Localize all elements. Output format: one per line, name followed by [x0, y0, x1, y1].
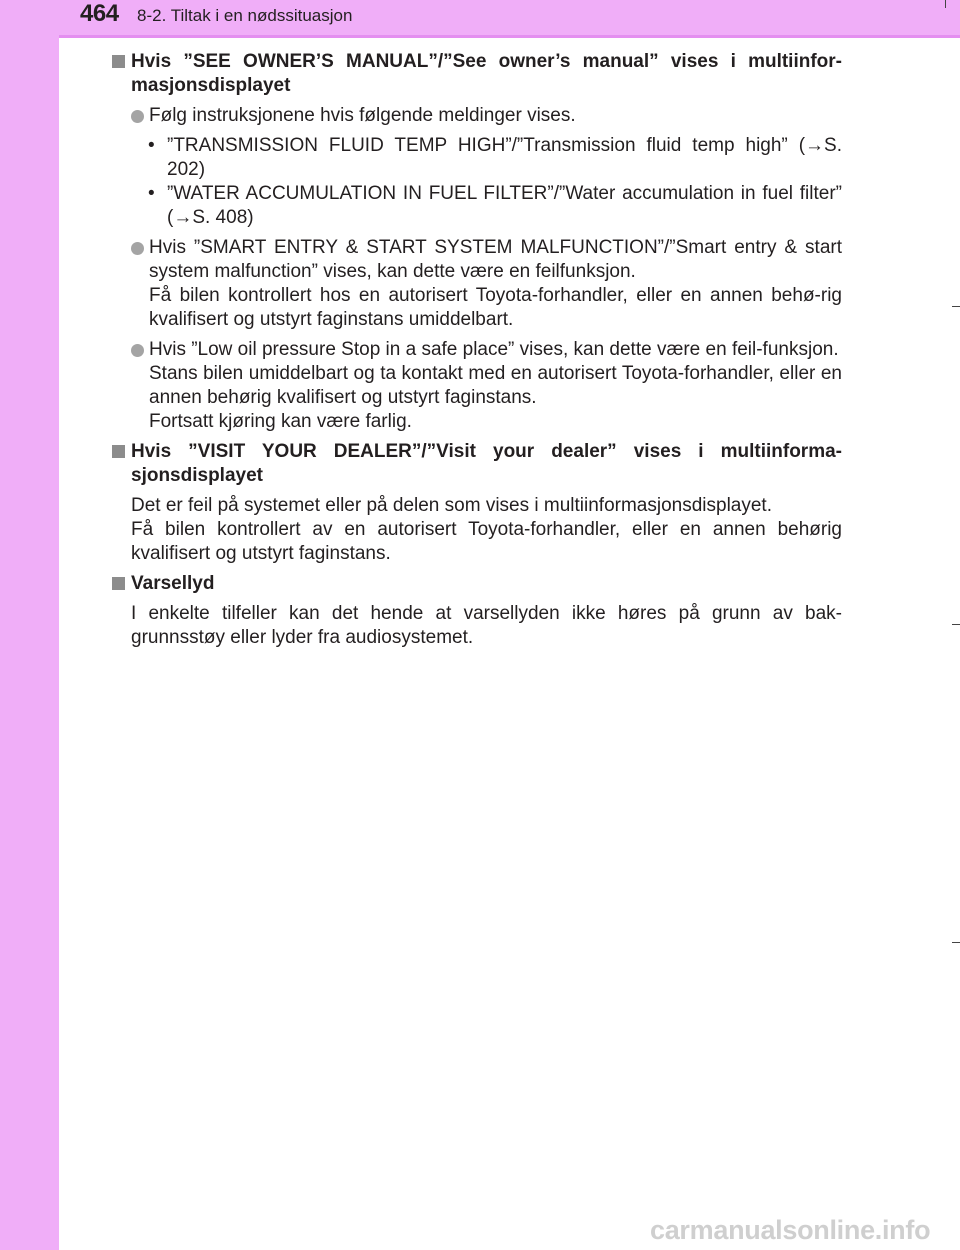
side-color-strip: [0, 0, 59, 1250]
bullet-dot-icon: •: [148, 135, 155, 156]
crop-mark-top: [945, 0, 946, 8]
circle-bullet-icon: [131, 344, 144, 357]
circle-bullet-icon: [131, 110, 144, 123]
square-bullet-icon: [112, 445, 125, 458]
sub-bullet-item: • ”WATER ACCUMULATION IN FUEL FILTER”/”Water accumulation in fuel filter” (→S. 408): [148, 183, 842, 228]
sub-bullet-list: [112, 134, 842, 230]
page-number: 464: [80, 0, 119, 27]
header-divider: [59, 35, 960, 38]
watermark: carmanualsonline.info: [650, 1215, 931, 1245]
list-item: Hvis ”Low oil pressure Stop in a safe place” vises, kan dette være en feil-funksjon. Stans bilen umiddelbart og ta kontakt med en autorisert Toyota-forhandler, eller en annen behørig kvalifisert og utstyrt faginstans. Fortsatt kjøring kan være farlig.: [112, 338, 842, 434]
paragraph: I enkelte tilfeller kan det hende at varsellyden ikke høres på grunn av bak-grunnsstøy eller lyder fra audiosystemet.: [131, 603, 842, 648]
crop-mark-right-3: [952, 942, 960, 943]
paragraph: Det er feil på systemet eller på delen som vises i multiinformasjonsdisplayet. Få bilen kontrollert av en autorisert Toyota-forhandler, eller en annen behørig kvalifisert og utstyrt faginstans.: [131, 495, 842, 564]
crop-mark-right-1: [952, 306, 960, 307]
list-item: Hvis ”SMART ENTRY & START SYSTEM MALFUNCTION”/”Smart entry & start system malfunction” vises, kan dette være en feilfunksjon. Få bilen kontrollert hos en autorisert Toyota-forhandler, eller en annen behø-rig kvalifisert og utstyrt faginstans umiddelbart.: [112, 236, 842, 332]
page-content: [112, 50, 842, 656]
sub-bullet-item: • ”TRANSMISSION FLUID TEMP HIGH”/”Transmission fluid temp high” (→S. 202): [148, 135, 842, 180]
square-bullet-icon: [112, 55, 125, 68]
circle-bullet-icon: [131, 242, 144, 255]
square-bullet-icon: [112, 577, 125, 590]
crop-mark-right-2: [952, 624, 960, 625]
section-heading: Hvis ”VISIT YOUR DEALER”/”Visit your dealer” vises i multiinforma-sjonsdisplayet: [112, 440, 842, 488]
list-item: Følg instruksjonene hvis følgende meldinger vises.: [112, 104, 842, 128]
section-title: 8-2. Tiltak i en nødssituasjon: [137, 6, 353, 25]
bullet-dot-icon: •: [148, 183, 155, 204]
section-heading: Hvis ”SEE OWNER’S MANUAL”/”See owner’s manual” vises i multiinfor-masjonsdisplayet: [112, 50, 842, 98]
section-heading: Varsellyd: [112, 572, 842, 596]
